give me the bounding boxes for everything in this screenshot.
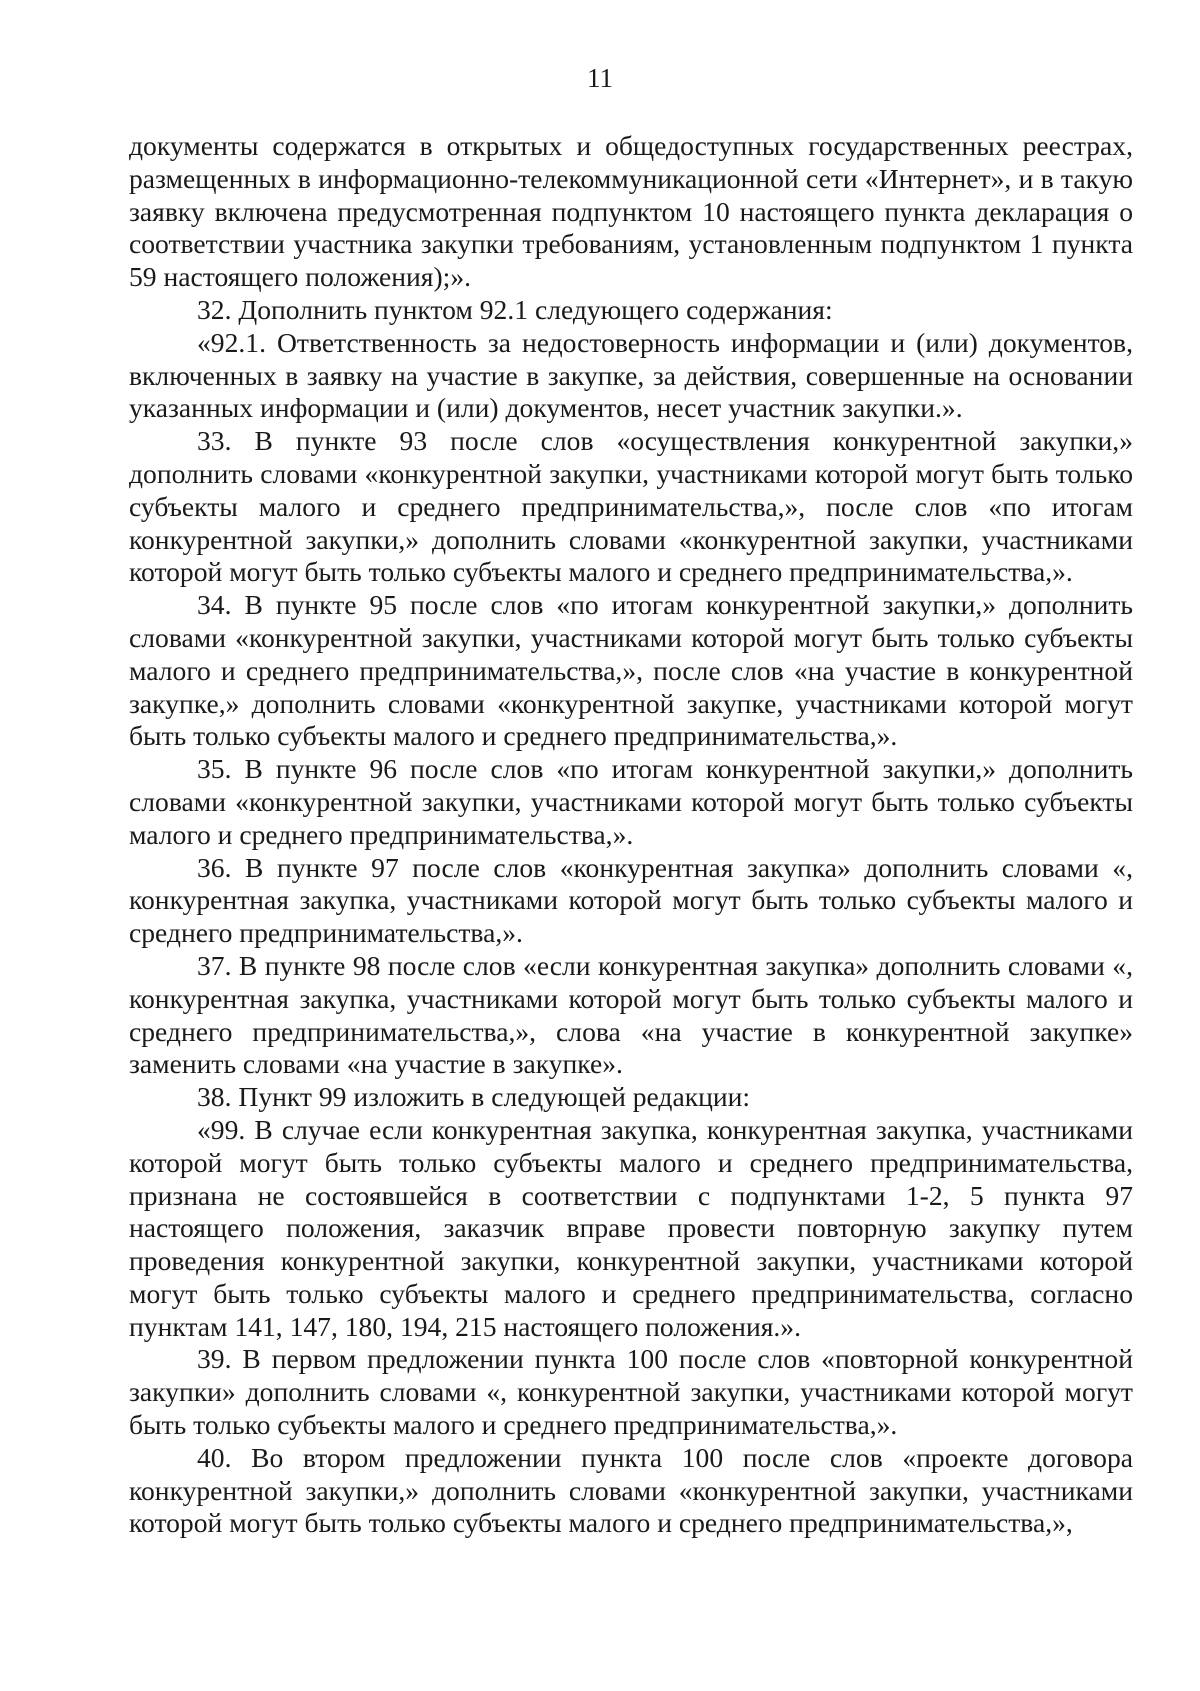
paragraph-item-36: 36. В пункте 97 после слов «конкурентная закупка» дополнить словами «, конкурентная закупка, участниками которой могут быть только субъекты малого и среднего предпринимательства,». [129, 851, 1133, 949]
paragraph-item-38: 38. Пункт 99 изложить в следующей редакции: [197, 1081, 751, 1113]
paragraph-item-33: 33. В пункте 93 после слов «осуществления конкурентной закупки,» дополнить словами «конкурентной закупки, участниками которой могут быть только субъекты малого и среднего предпринимательства,», после слов «по итогам конкурентной закупки,» дополнить словами «конкурентной закупки, участниками которой могут быть только субъекты малого и среднего предпринимательства,». [129, 425, 1133, 588]
paragraph-item-34: 34. В пункте 95 после слов «по итогам конкурентной закупки,» дополнить словами «конкурентной закупки, участниками которой могут быть только субъекты малого и среднего предпринимательства,», после слов «на участие в конкурентной закупке,» дополнить словами «конкурентной закупке, участниками которой могут быть только субъекты малого и среднего предпринимательства,». [129, 589, 1133, 752]
paragraph-continuation: документы содержатся в открытых и общедоступных государственных реестрах, размещенных в информационно-телекоммуникационной сети «Интернет», и в такую заявку включена предусмотренная подпунктом 10 настоящего пункта декларация о соответствии участника закупки требованиям, установленным подпунктом 1 пункта 59 настоящего положения);». [129, 130, 1133, 293]
page-number: 11 [587, 63, 613, 93]
paragraph-item-35: 35. В пункте 96 после слов «по итогам конкурентной закупки,» дополнить словами «конкурентной закупки, участниками которой могут быть только субъекты малого и среднего предпринимательства,». [129, 753, 1133, 850]
paragraph-item-32: 32. Дополнить пунктом 92.1 следующего содержания: [197, 293, 833, 325]
paragraph-quote-92-1: «92.1. Ответственность за недостоверность информации и (или) документов, включенных в заявку на участие в закупке, за действия, совершенные на основании указанных информации и (или) документов, несет участник закупки.». [129, 326, 1133, 424]
document-body [129, 130, 1133, 1540]
paragraph-item-40: 40. Во втором предложении пункта 100 после слов «проекте договора конкурентной закупки,» дополнить словами «конкурентной закупки, участниками которой могут быть только субъекты малого и среднего предпринимательства,», [129, 1441, 1133, 1539]
paragraph-item-39: 39. В первом предложении пункта 100 после слов «повторной конкурентной закупки» дополнить словами «, конкурентной закупки, участниками которой могут быть только субъекты малого и среднего предпринимательства,». [129, 1343, 1133, 1441]
paragraph-quote-99: «99. В случае если конкурентная закупка, конкурентная закупка, участниками которой могут быть только субъекты малого и среднего предпринимательства, признана не состоявшейся в соответствии с подпунктами 1-2, 5 пункта 97 настоящего положения, заказчик вправе провести повторную закупку путем проведения конкурентной закупки, конкурентной закупки, участниками которой могут быть только субъекты малого и среднего предпринимательства, согласно пунктам 141, 147, 180, 194, 215 настоящего положения.». [129, 1113, 1133, 1342]
paragraph-item-37: 37. В пункте 98 после слов «если конкурентная закупка» дополнить словами «, конкурентная закупка, участниками которой могут быть только субъекты малого и среднего предпринимательства,», слова «на участие в конкурентной закупке» заменить словами «на участие в закупке». [129, 949, 1133, 1080]
